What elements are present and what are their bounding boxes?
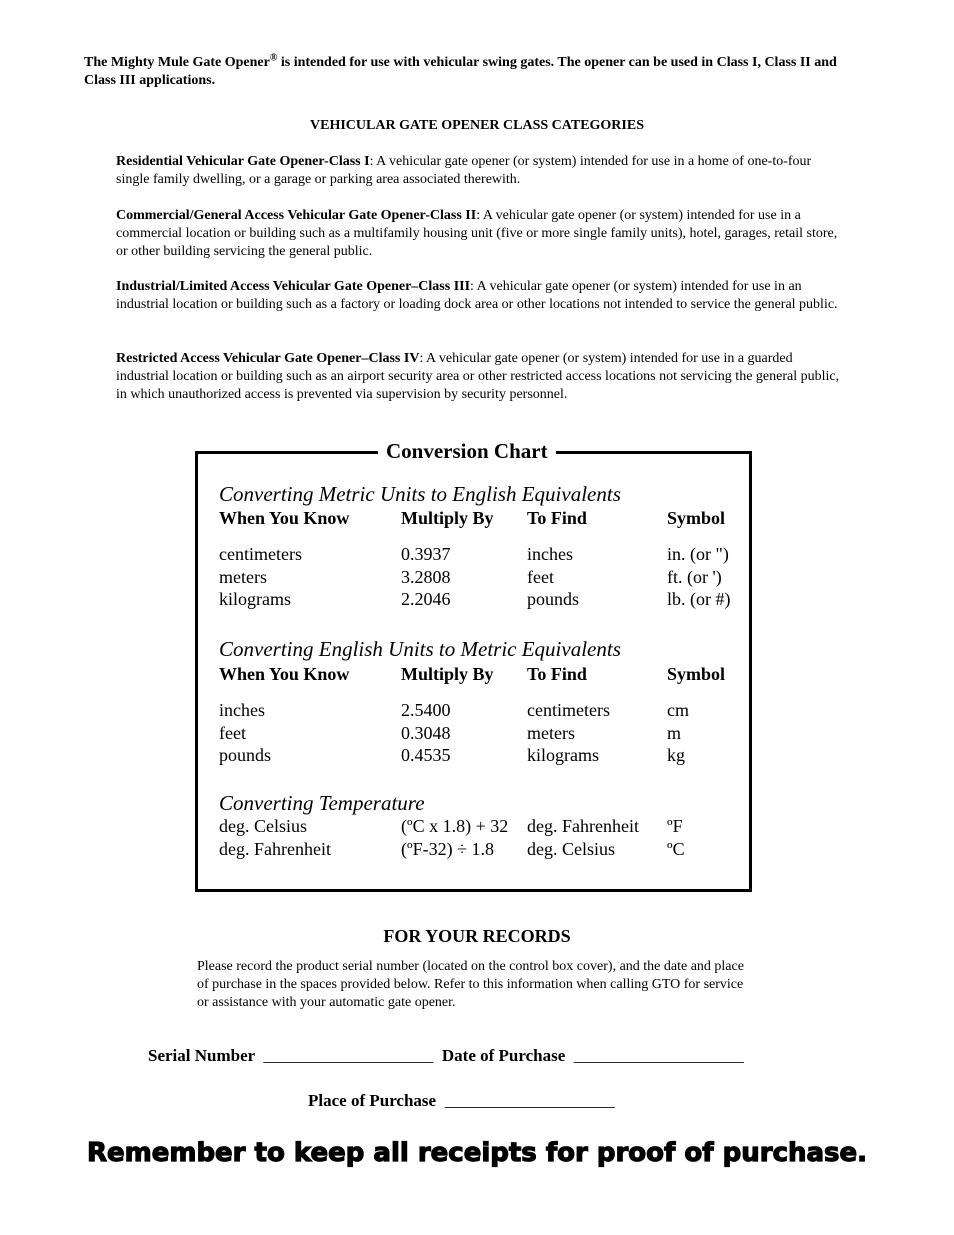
cell-find: kilograms	[527, 745, 599, 765]
place-of-purchase-field[interactable]: ____________________	[444, 1091, 615, 1110]
serial-date-line	[148, 1046, 744, 1066]
cell-find: pounds	[527, 589, 580, 609]
cell-know: inches	[219, 700, 265, 720]
cell-symbol: ºF	[667, 816, 683, 836]
cell-multiply: 2.5400	[401, 700, 451, 720]
category-text: : A vehicular gate opener (or system) intended for use in a home of one-to-four single family dwelling, or a garage or parking area associated therewith.	[116, 154, 812, 187]
category-title: Industrial/Limited Access Vehicular Gate Opener–Class III	[116, 279, 471, 294]
cell-know: pounds	[219, 745, 272, 765]
cell-multiply: 0.4535	[401, 745, 451, 765]
records-heading: FOR YOUR RECORDS	[383, 926, 571, 946]
category-title: Commercial/General Access Vehicular Gate Opener-Class II	[116, 208, 477, 223]
conversion-chart-title: Conversion Chart	[378, 437, 556, 465]
header-when-you-know: When You Know	[219, 664, 350, 684]
cell-find: deg. Fahrenheit	[527, 816, 639, 836]
cell-symbol: ft. (or ')	[667, 567, 722, 587]
header-symbol: Symbol	[667, 664, 726, 684]
cell-multiply: (ºC x 1.8) + 32	[401, 816, 509, 836]
cell-symbol: cm	[667, 700, 689, 720]
category-title: Restricted Access Vehicular Gate Opener–Class IV	[116, 351, 420, 366]
cell-know: deg. Fahrenheit	[219, 839, 331, 859]
cell-symbol: lb. (or #)	[667, 589, 731, 609]
header-symbol: Symbol	[667, 508, 726, 528]
place-of-purchase-label: Place of Purchase	[308, 1091, 437, 1110]
cell-symbol: kg	[667, 745, 685, 765]
cell-multiply: 3.2808	[401, 567, 451, 587]
place-line	[308, 1091, 615, 1111]
cell-symbol: in. (or ")	[667, 544, 729, 564]
category-text: : A vehicular gate opener (or system) intended for use in a commercial location or building such as a multifamily housing unit (five or more single family units), hotel, garages, retail store, or other building servicing the general public.	[116, 208, 838, 259]
receipts-reminder: Remember to keep all receipts for proof of purchase.	[86, 1138, 868, 1168]
table-row	[219, 722, 739, 745]
cell-multiply: 0.3937	[401, 544, 451, 564]
cell-know: meters	[219, 567, 267, 587]
table-row	[219, 699, 739, 722]
cell-find: centimeters	[527, 700, 610, 720]
header-to-find: To Find	[527, 508, 587, 528]
temperature-section-title: Converting Temperature	[219, 791, 425, 815]
serial-number-field[interactable]: ____________________	[263, 1046, 434, 1065]
cell-find: meters	[527, 723, 575, 743]
cell-know: feet	[219, 723, 246, 743]
header-to-find: To Find	[527, 664, 587, 684]
registered-mark: ®	[269, 52, 278, 64]
header-multiply-by: Multiply By	[401, 664, 494, 684]
cell-know: kilograms	[219, 589, 291, 609]
category-class-1	[116, 153, 846, 189]
date-of-purchase-field[interactable]: ____________________	[573, 1046, 744, 1065]
cell-multiply: (ºF-32) ÷ 1.8	[401, 839, 494, 859]
category-class-2	[116, 207, 846, 261]
cell-find: feet	[527, 567, 554, 587]
header-when-you-know: When You Know	[219, 508, 350, 528]
category-text: : A vehicular gate opener (or system) intended for use in a guarded industrial location or building such as an airport security area or other restricted access locations not servicing the general public, in which unauthorized access is prevented via supervision by security personnel.	[116, 351, 840, 402]
category-title: Residential Vehicular Gate Opener-Class I	[116, 154, 370, 169]
cell-symbol: m	[667, 723, 682, 743]
metric-header-row	[219, 507, 739, 530]
category-class-4	[116, 350, 846, 404]
english-section-title: Converting English Units to Metric Equivalents	[219, 637, 621, 661]
date-of-purchase-label: Date of Purchase	[441, 1046, 566, 1065]
table-row	[219, 744, 739, 767]
category-text: : A vehicular gate opener (or system) intended for use in an industrial location or building such as a factory or loading dock area or other locations not intended to service the general public.	[116, 279, 838, 312]
table-row	[219, 588, 739, 611]
english-header-row	[219, 663, 739, 686]
serial-number-label: Serial Number	[148, 1046, 255, 1065]
table-row	[219, 543, 739, 566]
intro-paragraph	[84, 54, 864, 90]
cell-know: deg. Celsius	[219, 816, 307, 836]
table-row	[219, 838, 739, 861]
cell-symbol: ºC	[667, 839, 685, 859]
cell-multiply: 2.2046	[401, 589, 451, 609]
category-class-3	[116, 278, 846, 314]
cell-multiply: 0.3048	[401, 723, 451, 743]
intro-text: is intended for use with vehicular swing gates. The opener can be used in Class I, Class II and Class III applications.	[84, 55, 837, 88]
header-multiply-by: Multiply By	[401, 508, 494, 528]
cell-find: inches	[527, 544, 573, 564]
cell-know: centimeters	[219, 544, 302, 564]
table-row	[219, 815, 739, 838]
cell-find: deg. Celsius	[527, 839, 615, 859]
records-instructions: Please record the product serial number (located on the control box cover), and the date and place of purchase in the spaces provided below. Refer to this information when calling GTO for service or assistance with your automatic gate opener.	[197, 959, 744, 1010]
metric-section-title: Converting Metric Units to English Equivalents	[219, 482, 621, 506]
table-row	[219, 566, 739, 589]
class-categories-heading: VEHICULAR GATE OPENER CLASS CATEGORIES	[310, 118, 644, 133]
brand-name: The Mighty Mule Gate Opener	[84, 55, 270, 70]
